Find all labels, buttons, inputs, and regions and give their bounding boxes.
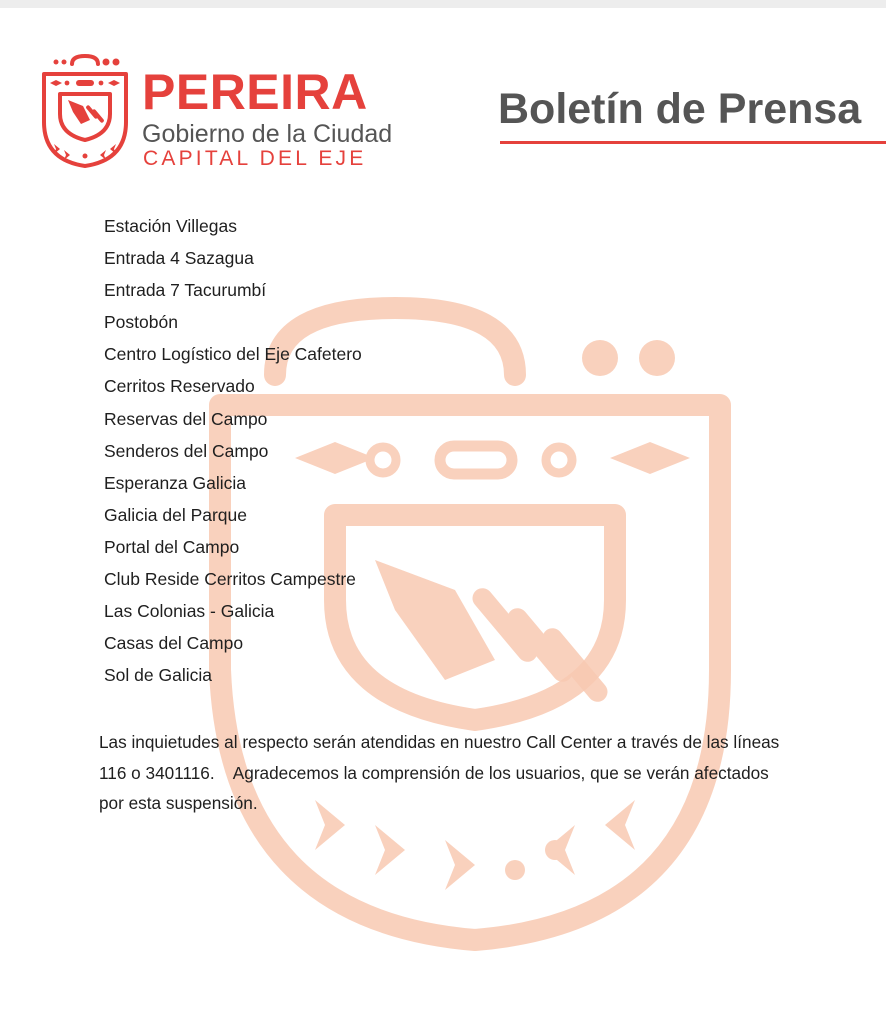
list-item: Entrada 4 Sazagua xyxy=(104,248,254,269)
list-item: Las Colonias - Galicia xyxy=(104,601,275,622)
closing-line: por esta suspensión. xyxy=(99,793,258,813)
list-item: Estación Villegas xyxy=(104,216,237,236)
closing-line: Las inquietudes al respecto serán atendidas en nuestro Call Center a través de las líneas xyxy=(99,732,780,752)
list-item: Entrada 7 Tacurumbí xyxy=(104,280,267,301)
closing-line: 116 o 3401116. Agradecemos la comprensión de los usuarios, que se verán afectados xyxy=(99,762,769,783)
brand-name: PEREIRA xyxy=(142,64,368,120)
list-item: Esperanza Galicia xyxy=(104,472,247,493)
top-edge-strip xyxy=(0,0,886,8)
brand-tagline: CAPITAL DEL EJE xyxy=(143,147,367,170)
closing-paragraph xyxy=(99,727,859,819)
brand-subtitle: Gobierno de la Ciudad xyxy=(142,120,393,148)
affected-sectors-list xyxy=(104,210,362,691)
list-item: Casas del Campo xyxy=(104,633,244,654)
list-item: Sol de Galicia xyxy=(104,665,212,686)
list-item: Club Reside Cerritos Campestre xyxy=(104,569,356,590)
document-title: Boletín de Prensa xyxy=(498,85,862,133)
list-item: Senderos del Campo xyxy=(104,440,269,461)
list-item: Cerritos Reservado xyxy=(104,376,255,397)
list-item: Portal del Campo xyxy=(104,536,240,557)
list-item: Reservas del Campo xyxy=(104,408,268,429)
pereira-shield-icon xyxy=(38,52,132,170)
list-item: Postobón xyxy=(104,312,178,333)
list-item: Centro Logístico del Eje Cafetero xyxy=(104,344,362,365)
list-item: Galicia del Parque xyxy=(104,504,247,525)
title-underline xyxy=(500,141,886,144)
